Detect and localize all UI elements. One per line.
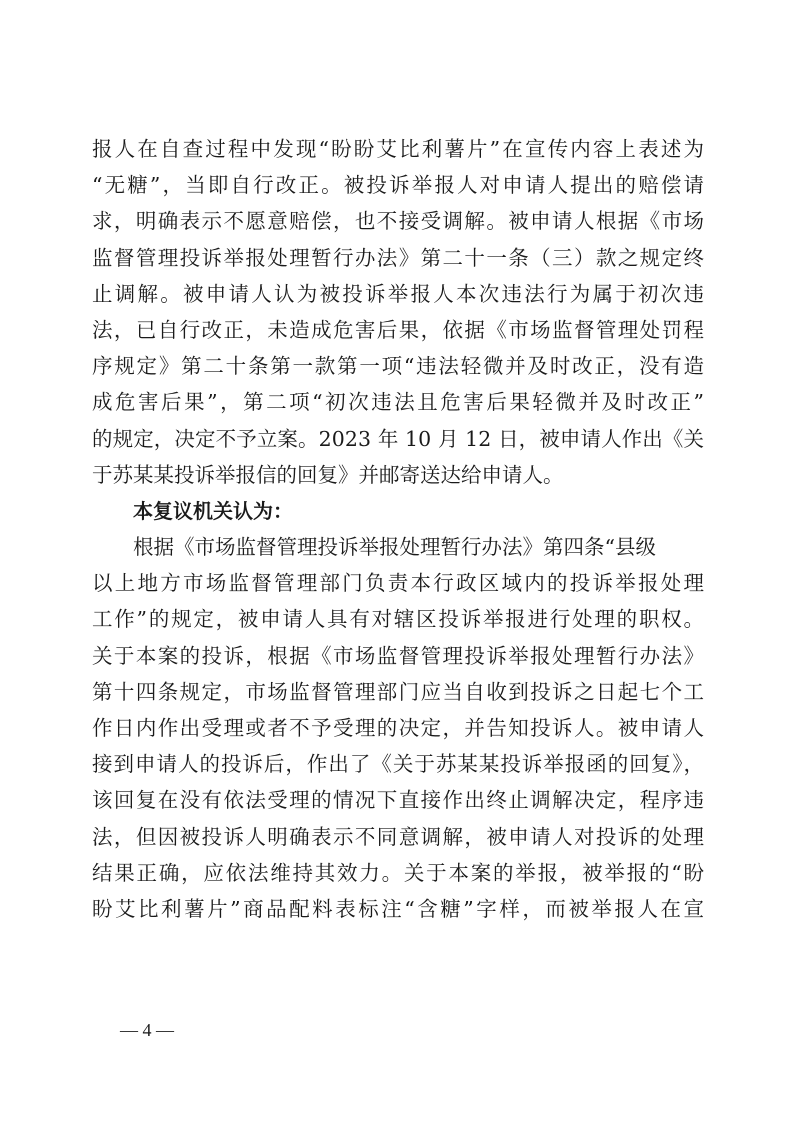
section-heading bbox=[92, 493, 704, 529]
text-line bbox=[92, 348, 704, 384]
text-line bbox=[92, 674, 704, 710]
heading-text: 本复议机关认为： bbox=[133, 498, 293, 523]
line-text: 根据《市场监督管理投诉举报处理暂行办法》第四条“县级 bbox=[133, 535, 656, 560]
line-text: 盼艾比利薯片”商品配料表标注“含糖”字样，而被举报人在宣 bbox=[92, 896, 707, 921]
text-line bbox=[92, 819, 704, 855]
line-text: 该回复在没有依法受理的情况下直接作出终止调解决定，程序违 bbox=[92, 788, 706, 813]
text-line bbox=[92, 529, 704, 565]
line-text: 序规定》第二十条第一款第一项“违法轻微并及时改正，没有造 bbox=[92, 354, 706, 379]
text-line bbox=[92, 167, 707, 203]
line-text: 止调解。被申请人认为被投诉举报人本次违法行为属于初次违 bbox=[92, 281, 707, 306]
page-number: — 4 — bbox=[120, 1020, 174, 1040]
line-text: “无糖”，当即自行改正。被投诉举报人对申请人提出的赔偿请 bbox=[92, 173, 707, 198]
text-line bbox=[92, 782, 704, 818]
line-text: 成危害后果”，第二项“初次违法且危害后果轻微并及时改正” bbox=[92, 390, 707, 415]
text-line bbox=[92, 601, 704, 637]
line-text: 以上地方市场监督管理部门负责本行政区域内的投诉举报处理 bbox=[92, 571, 707, 596]
text-line bbox=[92, 203, 704, 239]
line-text: 作日内作出受理或者不予受理的决定，并告知投诉人。被申请人 bbox=[92, 716, 706, 740]
line-text: 结果正确，应依法维持其效力。关于本案的举报，被举报的“盼 bbox=[92, 860, 706, 885]
text-line bbox=[92, 131, 707, 167]
text-line bbox=[92, 312, 704, 348]
text-line bbox=[92, 384, 707, 420]
line-text: 于苏某某投诉举报信的回复》并邮寄送达给申请人。 bbox=[92, 462, 564, 487]
text-line bbox=[92, 855, 704, 891]
text-line bbox=[92, 240, 704, 276]
document-body bbox=[92, 131, 707, 927]
line-text: 求，明确表示不愿意赔偿，也不接受调解。被申请人根据《市场 bbox=[92, 209, 706, 234]
line-text: 工作”的规定，被申请人具有对辖区投诉举报进行处理的职权。 bbox=[92, 607, 706, 632]
text-line bbox=[92, 710, 704, 746]
text-line bbox=[92, 565, 707, 601]
line-text: 监督管理投诉举报处理暂行办法》第二十一条（三）款之规定终 bbox=[92, 245, 706, 270]
text-line bbox=[92, 276, 707, 312]
text-line bbox=[92, 638, 704, 674]
text-line bbox=[92, 891, 707, 927]
line-text: 接到申请人的投诉后，作出了《关于苏某某投诉举报函的回复》， bbox=[92, 752, 705, 777]
line-text: 第十四条规定，市场监督管理部门应当自收到投诉之日起七个工 bbox=[92, 679, 706, 704]
line-text: 关于本案的投诉，根据《市场监督管理投诉举报处理暂行办法》 bbox=[92, 643, 706, 668]
line-text: 法，已自行改正，未造成危害后果，依据《市场监督管理处罚程 bbox=[92, 317, 706, 342]
line-text: 报人在自查过程中发现“盼盼艾比利薯片”在宣传内容上表述为 bbox=[92, 137, 707, 161]
line-text: 法，但因被投诉人明确表示不同意调解，被申请人对投诉的处理 bbox=[92, 824, 706, 849]
text-line bbox=[92, 421, 704, 457]
text-line bbox=[92, 457, 704, 493]
text-line bbox=[92, 746, 704, 782]
line-text: 的规定，决定不予立案。2023 年 10 月 12 日，被申请人作出《关 bbox=[92, 426, 705, 451]
